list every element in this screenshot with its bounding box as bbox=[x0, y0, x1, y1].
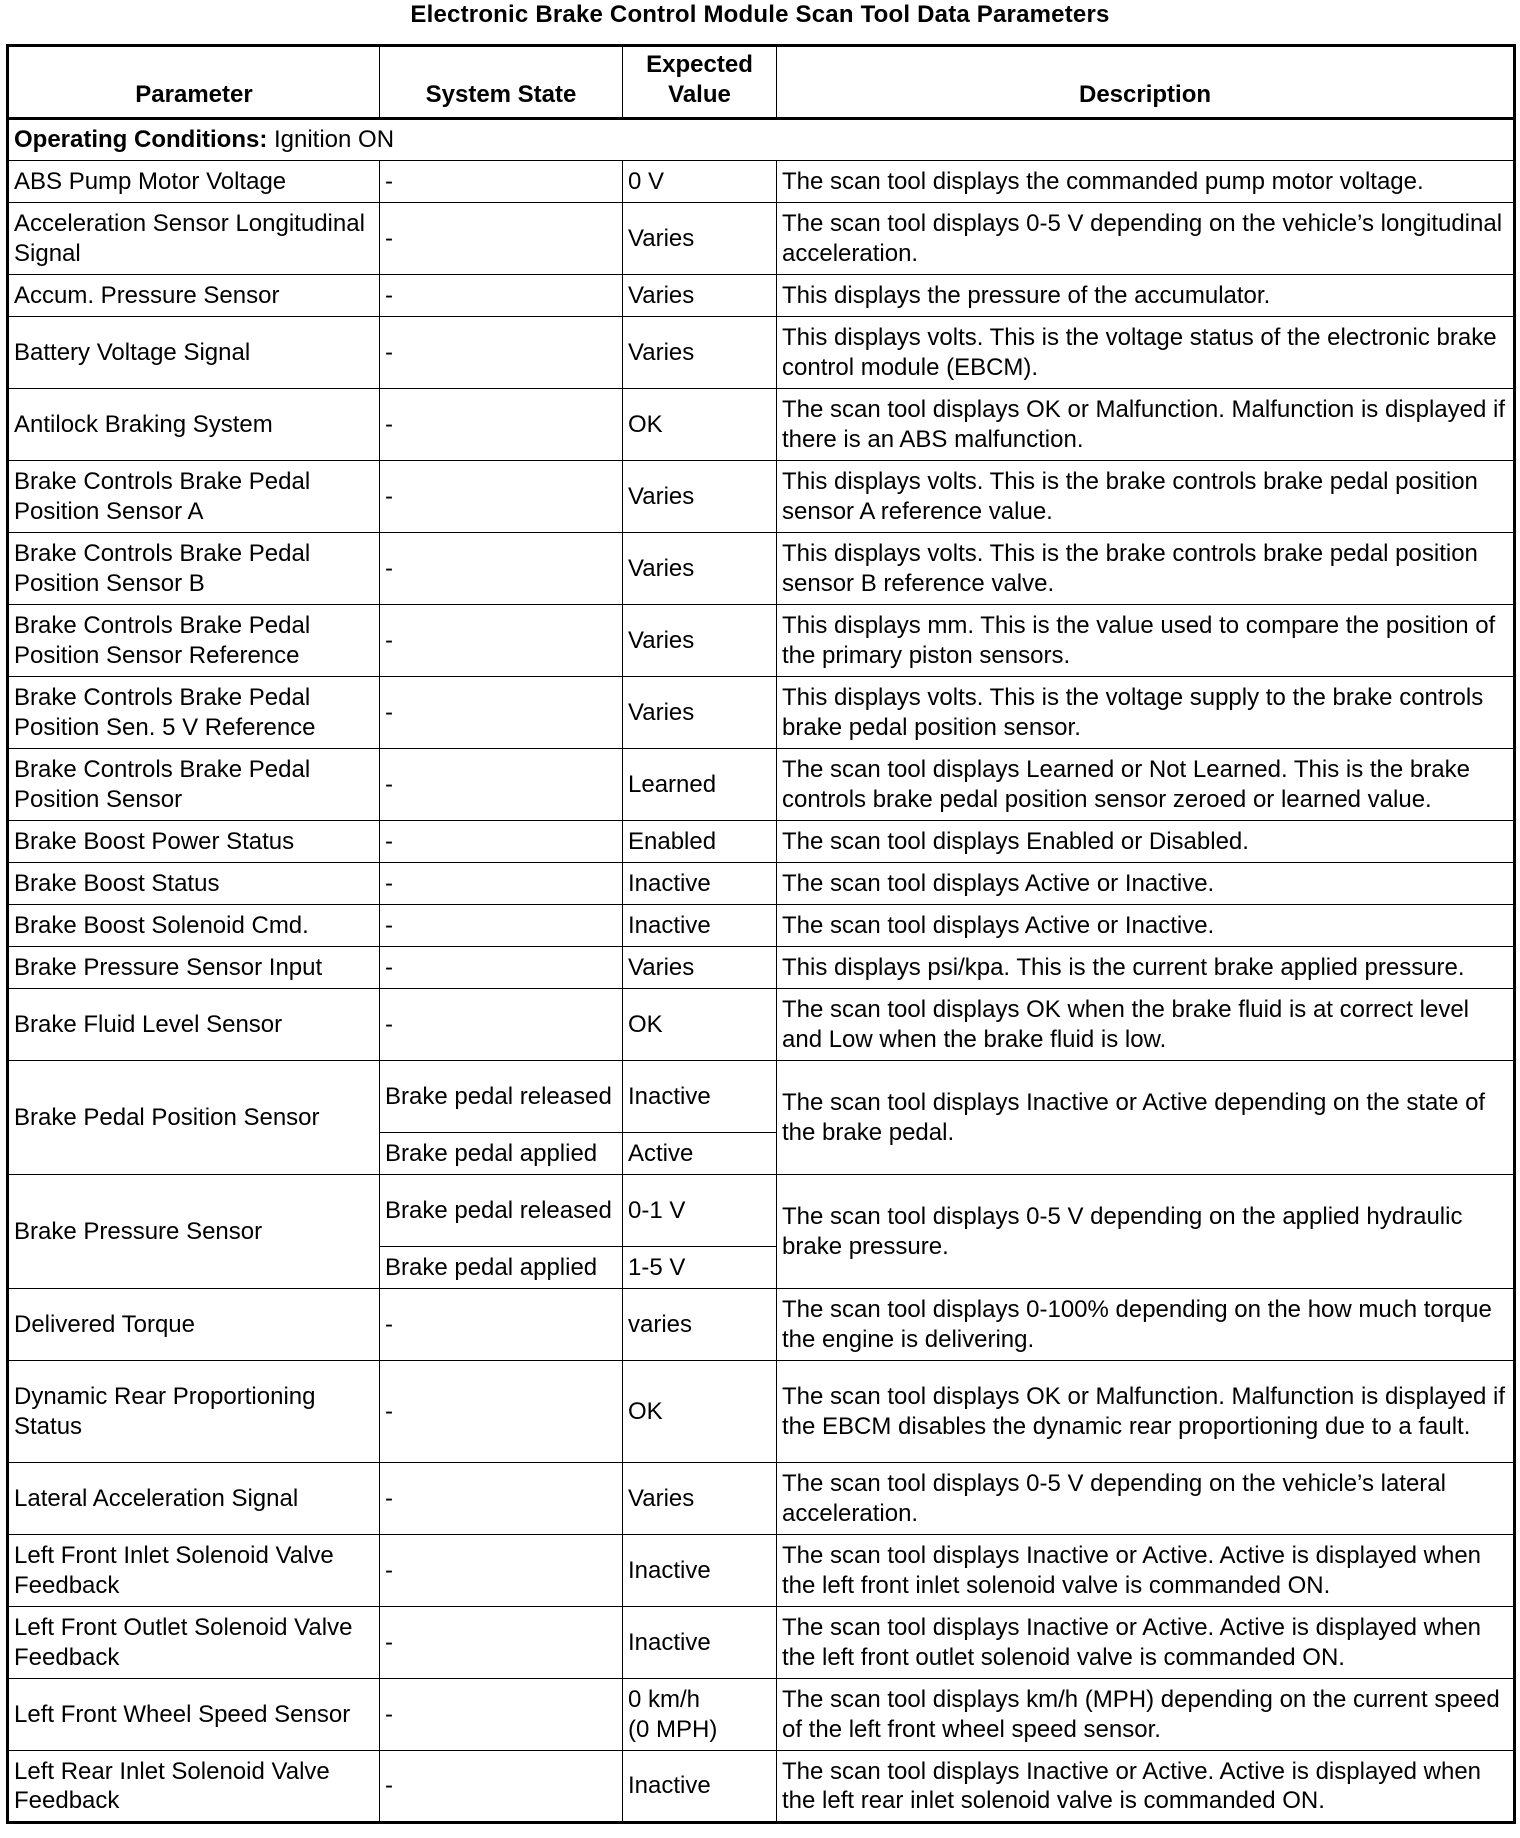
table-row bbox=[8, 863, 1515, 905]
parameter-cell: Dynamic Rear Proportioning Status bbox=[8, 1361, 380, 1463]
header-system-state: System State bbox=[380, 46, 623, 119]
table-row bbox=[8, 1535, 1515, 1607]
state-cell: Brake pedal applied bbox=[380, 1247, 623, 1289]
parameter-cell: Lateral Acceleration Signal bbox=[8, 1463, 380, 1535]
value-cell: Varies bbox=[623, 275, 777, 317]
parameter-cell: Brake Pedal Position Sensor bbox=[8, 1061, 380, 1175]
value-cell: varies bbox=[623, 1289, 777, 1361]
state-cell: - bbox=[380, 317, 623, 389]
table-row bbox=[8, 533, 1515, 605]
value-cell: Learned bbox=[623, 749, 777, 821]
value-cell: Varies bbox=[623, 203, 777, 275]
table-row bbox=[8, 947, 1515, 989]
header-expected-value: Expected Value bbox=[623, 46, 777, 119]
parameter-cell: Acceleration Sensor Longitudinal Signal bbox=[8, 203, 380, 275]
value-cell: Varies bbox=[623, 947, 777, 989]
parameter-cell: Brake Controls Brake Pedal Position Sensor A bbox=[8, 461, 380, 533]
description-cell: The scan tool displays Inactive or Active depending on the state of the brake pedal. bbox=[777, 1061, 1515, 1175]
parameter-cell: Antilock Braking System bbox=[8, 389, 380, 461]
state-cell: - bbox=[380, 1679, 623, 1751]
state-cell: - bbox=[380, 1289, 623, 1361]
table-row bbox=[8, 1679, 1515, 1751]
table-row bbox=[8, 1607, 1515, 1679]
table-row bbox=[8, 203, 1515, 275]
parameter-cell: Left Front Inlet Solenoid Valve Feedback bbox=[8, 1535, 380, 1607]
parameter-cell: Brake Controls Brake Pedal Position Sensor Reference bbox=[8, 605, 380, 677]
parameter-cell: Accum. Pressure Sensor bbox=[8, 275, 380, 317]
table-row bbox=[8, 1751, 1515, 1823]
value-cell: Inactive bbox=[623, 1607, 777, 1679]
table-row bbox=[8, 1289, 1515, 1361]
description-cell: This displays volts. This is the voltage status of the electronic brake control module (EBCM). bbox=[777, 317, 1515, 389]
operating-conditions-label: Operating Conditions: bbox=[14, 126, 268, 154]
table-row bbox=[8, 1061, 1515, 1133]
state-cell: - bbox=[380, 677, 623, 749]
parameter-cell: Battery Voltage Signal bbox=[8, 317, 380, 389]
table-row bbox=[8, 1361, 1515, 1463]
state-cell: Brake pedal released bbox=[380, 1061, 623, 1133]
value-cell: Varies bbox=[623, 605, 777, 677]
parameter-cell: Brake Boost Status bbox=[8, 863, 380, 905]
state-cell: Brake pedal applied bbox=[380, 1133, 623, 1175]
state-cell: - bbox=[380, 161, 623, 203]
value-cell: 0-1 V bbox=[623, 1175, 777, 1247]
table-row bbox=[8, 317, 1515, 389]
state-cell: - bbox=[380, 1751, 623, 1823]
description-cell: The scan tool displays OK or Malfunction. Malfunction is displayed if the EBCM disables the dynamic rear proportioning due to a fault. bbox=[777, 1361, 1515, 1463]
value-cell: 0 V bbox=[623, 161, 777, 203]
value-cell: Inactive bbox=[623, 905, 777, 947]
description-cell: This displays volts. This is the brake controls brake pedal position sensor A reference value. bbox=[777, 461, 1515, 533]
parameter-cell: Brake Pressure Sensor bbox=[8, 1175, 380, 1289]
parameter-cell: Brake Controls Brake Pedal Position Sensor B bbox=[8, 533, 380, 605]
state-cell: - bbox=[380, 1361, 623, 1463]
parameter-cell: Brake Boost Solenoid Cmd. bbox=[8, 905, 380, 947]
description-cell: This displays the pressure of the accumulator. bbox=[777, 275, 1515, 317]
header-description: Description bbox=[777, 46, 1515, 119]
value-cell: Varies bbox=[623, 533, 777, 605]
table-row bbox=[8, 389, 1515, 461]
parameter-cell: Brake Pressure Sensor Input bbox=[8, 947, 380, 989]
state-cell: - bbox=[380, 275, 623, 317]
state-cell: - bbox=[380, 947, 623, 989]
header-row bbox=[8, 46, 1515, 119]
state-cell: - bbox=[380, 1607, 623, 1679]
description-cell: The scan tool displays Enabled or Disabled. bbox=[777, 821, 1515, 863]
operating-conditions-row bbox=[8, 119, 1515, 161]
value-cell: Inactive bbox=[623, 1535, 777, 1607]
state-cell: - bbox=[380, 533, 623, 605]
value-cell: Inactive bbox=[623, 1751, 777, 1823]
state-cell: - bbox=[380, 203, 623, 275]
description-cell: The scan tool displays Active or Inactive. bbox=[777, 905, 1515, 947]
state-cell: - bbox=[380, 461, 623, 533]
parameter-cell: Brake Controls Brake Pedal Position Sensor bbox=[8, 749, 380, 821]
value-cell: OK bbox=[623, 989, 777, 1061]
value-cell: Inactive bbox=[623, 1061, 777, 1133]
value-cell: 0 km/h (0 MPH) bbox=[623, 1679, 777, 1751]
description-cell: This displays volts. This is the voltage supply to the brake controls brake pedal position sensor. bbox=[777, 677, 1515, 749]
value-cell: Varies bbox=[623, 677, 777, 749]
parameters-table bbox=[6, 44, 1516, 1824]
description-cell: The scan tool displays OK when the brake fluid is at correct level and Low when the brake fluid is low. bbox=[777, 989, 1515, 1061]
description-cell: This displays mm. This is the value used to compare the position of the primary piston sensors. bbox=[777, 605, 1515, 677]
page-title: Electronic Brake Control Module Scan Tool Data Parameters bbox=[410, 1, 1110, 28]
parameter-cell: Left Rear Inlet Solenoid Valve Feedback bbox=[8, 1751, 380, 1823]
table-row bbox=[8, 905, 1515, 947]
parameter-cell: Left Front Outlet Solenoid Valve Feedback bbox=[8, 1607, 380, 1679]
table-row bbox=[8, 749, 1515, 821]
description-cell: The scan tool displays Learned or Not Learned. This is the brake controls brake pedal position sensor zeroed or learned value. bbox=[777, 749, 1515, 821]
description-cell: This displays psi/kpa. This is the current brake applied pressure. bbox=[777, 947, 1515, 989]
state-cell: - bbox=[380, 989, 623, 1061]
table-row bbox=[8, 161, 1515, 203]
description-cell: The scan tool displays the commanded pump motor voltage. bbox=[777, 161, 1515, 203]
state-cell: - bbox=[380, 749, 623, 821]
state-cell: - bbox=[380, 863, 623, 905]
value-cell: Inactive bbox=[623, 863, 777, 905]
table-row bbox=[8, 1463, 1515, 1535]
header-parameter: Parameter bbox=[8, 46, 380, 119]
parameter-cell: Brake Controls Brake Pedal Position Sen. 5 V Reference bbox=[8, 677, 380, 749]
state-cell: - bbox=[380, 389, 623, 461]
parameter-cell: Brake Boost Power Status bbox=[8, 821, 380, 863]
description-cell: The scan tool displays Active or Inactive. bbox=[777, 863, 1515, 905]
operating-conditions-value: Ignition ON bbox=[267, 126, 395, 154]
parameter-cell: ABS Pump Motor Voltage bbox=[8, 161, 380, 203]
description-cell: The scan tool displays km/h (MPH) depending on the current speed of the left front wheel speed sensor. bbox=[777, 1679, 1515, 1751]
table-row bbox=[8, 461, 1515, 533]
value-cell: 1-5 V bbox=[623, 1247, 777, 1289]
description-cell: The scan tool displays 0-5 V depending on the vehicle’s longitudinal acceleration. bbox=[777, 203, 1515, 275]
description-cell: The scan tool displays 0-5 V depending on the applied hydraulic brake pressure. bbox=[777, 1175, 1515, 1289]
table-row bbox=[8, 821, 1515, 863]
value-cell: Enabled bbox=[623, 821, 777, 863]
state-cell: - bbox=[380, 1535, 623, 1607]
parameter-cell: Left Front Wheel Speed Sensor bbox=[8, 1679, 380, 1751]
description-cell: The scan tool displays OK or Malfunction. Malfunction is displayed if there is an ABS malfunction. bbox=[777, 389, 1515, 461]
state-cell: Brake pedal released bbox=[380, 1175, 623, 1247]
table-row bbox=[8, 1175, 1515, 1247]
table-row bbox=[8, 989, 1515, 1061]
description-cell: The scan tool displays Inactive or Active. Active is displayed when the left rear inlet solenoid valve is commanded ON. bbox=[777, 1751, 1515, 1823]
state-cell: - bbox=[380, 821, 623, 863]
value-cell: Active bbox=[623, 1133, 777, 1175]
table-row bbox=[8, 677, 1515, 749]
value-cell: OK bbox=[623, 1361, 777, 1463]
description-cell: This displays volts. This is the brake controls brake pedal position sensor B reference valve. bbox=[777, 533, 1515, 605]
state-cell: - bbox=[380, 905, 623, 947]
description-cell: The scan tool displays 0-100% depending on the how much torque the engine is delivering. bbox=[777, 1289, 1515, 1361]
state-cell: - bbox=[380, 1463, 623, 1535]
value-cell: Varies bbox=[623, 1463, 777, 1535]
value-cell: OK bbox=[623, 389, 777, 461]
table-row bbox=[8, 605, 1515, 677]
description-cell: The scan tool displays 0-5 V depending on the vehicle’s lateral acceleration. bbox=[777, 1463, 1515, 1535]
table-row bbox=[8, 275, 1515, 317]
description-cell: The scan tool displays Inactive or Active. Active is displayed when the left front outlet solenoid valve is commanded ON. bbox=[777, 1607, 1515, 1679]
parameter-cell: Brake Fluid Level Sensor bbox=[8, 989, 380, 1061]
description-cell: The scan tool displays Inactive or Active. Active is displayed when the left front inlet solenoid valve is commanded ON. bbox=[777, 1535, 1515, 1607]
state-cell: - bbox=[380, 605, 623, 677]
value-cell: Varies bbox=[623, 461, 777, 533]
parameter-cell: Delivered Torque bbox=[8, 1289, 380, 1361]
value-cell: Varies bbox=[623, 317, 777, 389]
